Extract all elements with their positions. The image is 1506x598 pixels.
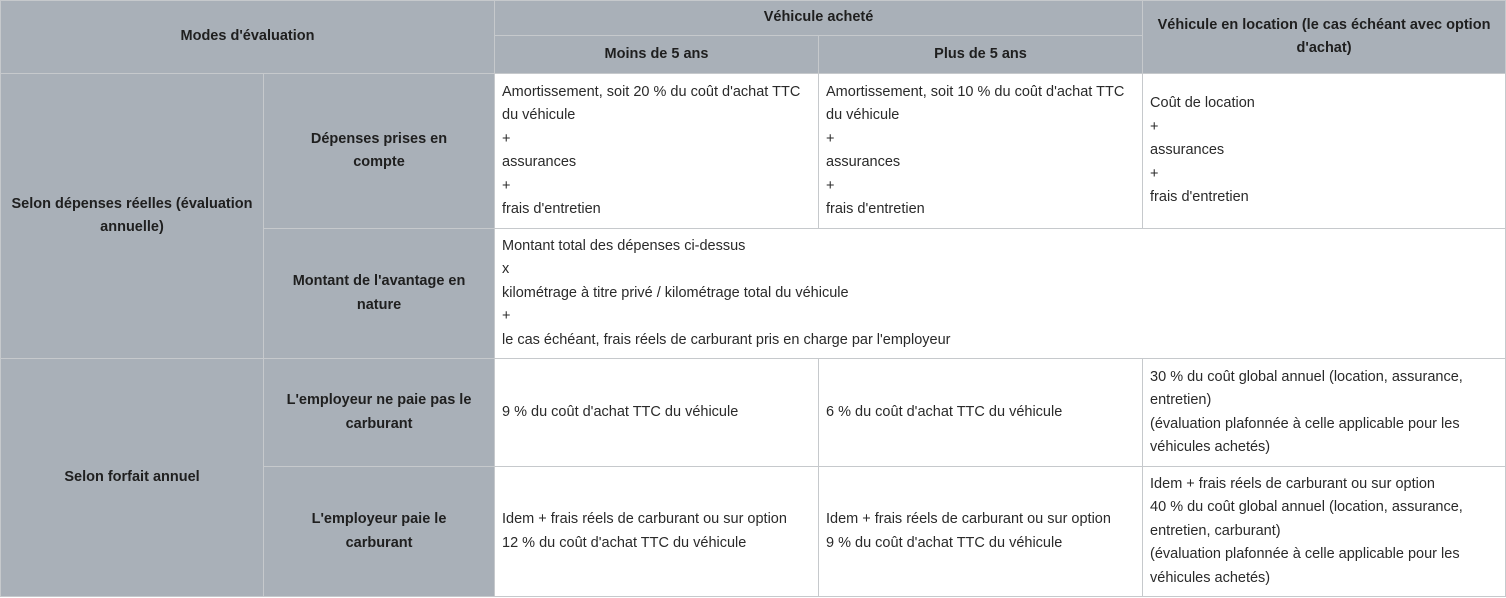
row-no-fuel-label: L'employeur ne paie pas le carburant bbox=[264, 359, 495, 467]
real-expenses-over5-cell bbox=[819, 74, 1143, 229]
cell-line: Coût de location bbox=[1150, 95, 1255, 112]
cell-line: + bbox=[502, 177, 511, 194]
row-fuel-paid-label: L'employeur paie le carburant bbox=[264, 467, 495, 597]
cell-line: frais d'entretien bbox=[1150, 189, 1249, 206]
flat-fuel-leased-cell bbox=[1143, 467, 1506, 597]
row-real-expenses-label: Selon dépenses réelles (évaluation annuelle) bbox=[1, 74, 264, 359]
header-modes: Modes d'évaluation bbox=[1, 1, 495, 74]
cell-line: Idem + frais réels de carburant ou sur option bbox=[1150, 475, 1435, 492]
real-expenses-leased-cell bbox=[1143, 74, 1506, 229]
benefit-amount-cell bbox=[495, 229, 1506, 359]
flat-no-fuel-over5-cell: 6 % du coût d'achat TTC du véhicule bbox=[819, 359, 1143, 467]
header-leased-vehicle: Véhicule en location (le cas échéant avec option d'achat) bbox=[1143, 1, 1506, 74]
cell-line: 9 % du coût d'achat TTC du véhicule bbox=[826, 534, 1063, 551]
cell-line: 40 % du coût global annuel (location, assurance, entretien, carburant) bbox=[1150, 499, 1463, 539]
cell-line: + bbox=[502, 130, 511, 147]
cell-line: + bbox=[826, 177, 835, 194]
flat-fuel-over5-cell bbox=[819, 467, 1143, 597]
cell-line: (évaluation plafonnée à celle applicable pour les véhicules achetés) bbox=[1150, 415, 1460, 455]
cell-line: + bbox=[502, 308, 511, 325]
header-purchased-vehicle: Véhicule acheté bbox=[495, 1, 1143, 36]
cell-line: x bbox=[502, 261, 510, 278]
flat-no-fuel-under5-cell: 9 % du coût d'achat TTC du véhicule bbox=[495, 359, 819, 467]
cell-line: Amortissement, soit 10 % du coût d'achat TTC du véhicule bbox=[826, 83, 1125, 123]
cell-line: assurances bbox=[826, 154, 901, 170]
real-expenses-under5-cell bbox=[495, 74, 819, 229]
row-benefit-amount-label: Montant de l'avantage en nature bbox=[264, 229, 495, 359]
cell-line: (évaluation plafonnée à celle applicable pour les véhicules achetés) bbox=[1150, 546, 1460, 586]
cell-line: Amortissement, soit 20 % du coût d'achat TTC du véhicule bbox=[502, 83, 801, 123]
cell-line: + bbox=[826, 130, 835, 147]
cell-line: Montant total des dépenses ci-dessus bbox=[502, 237, 746, 254]
row-expenses-considered-label: Dépenses prises en compte bbox=[264, 74, 495, 229]
cell-line: assurances bbox=[1150, 142, 1225, 159]
row-flat-rate-label: Selon forfait annuel bbox=[1, 359, 264, 597]
cell-line: 12 % du coût d'achat TTC du véhicule bbox=[502, 534, 747, 551]
header-under-5-years: Moins de 5 ans bbox=[495, 36, 819, 74]
flat-no-fuel-leased-cell bbox=[1143, 359, 1506, 467]
cell-line: frais d'entretien bbox=[826, 201, 925, 217]
cell-line: Idem + frais réels de carburant ou sur option bbox=[826, 511, 1111, 527]
cell-line: 30 % du coût global annuel (location, assurance, entretien) bbox=[1150, 368, 1463, 408]
cell-line: kilométrage à titre privé / kilométrage total du véhicule bbox=[502, 284, 849, 301]
header-over-5-years: Plus de 5 ans bbox=[819, 36, 1143, 74]
cell-line: frais d'entretien bbox=[502, 201, 601, 217]
cell-line: le cas échéant, frais réels de carburant pris en charge par l'employeur bbox=[502, 331, 951, 348]
cell-line: + bbox=[1150, 118, 1159, 135]
cell-line: + bbox=[1150, 165, 1159, 182]
flat-fuel-under5-cell bbox=[495, 467, 819, 597]
cell-line: assurances bbox=[502, 154, 577, 170]
cell-line: Idem + frais réels de carburant ou sur option bbox=[502, 511, 787, 527]
